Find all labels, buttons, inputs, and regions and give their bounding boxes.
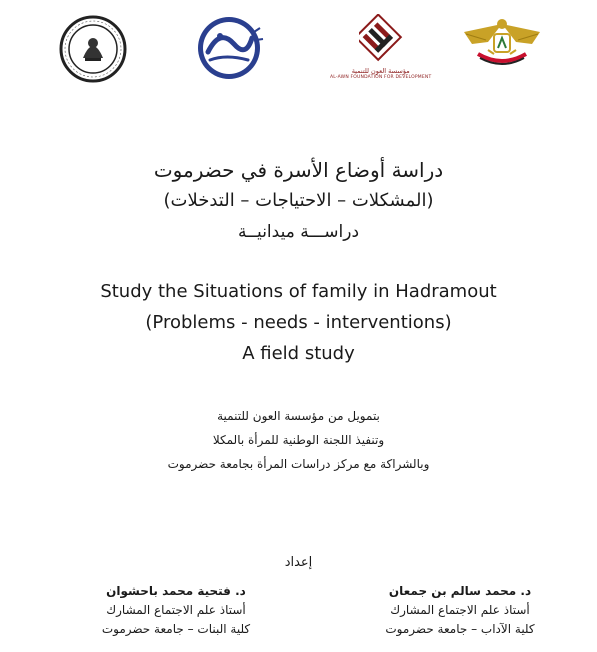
author-1-name: د. محمد سالم بن جمعان xyxy=(388,584,532,598)
al-awn-caption-en: AL-AWN FOUNDATION FOR DEVELOPMENT xyxy=(330,75,432,80)
arabic-subtitle: (المشكلات – الاحتياجات – التدخلات) xyxy=(163,190,434,211)
author-2 xyxy=(76,582,276,639)
yemen-emblem-logo xyxy=(458,14,546,84)
english-main-title: Study the Situations of family in Hadramout xyxy=(100,281,497,302)
funding-line-2: وتنفيذ اللجنة الوطنية للمرأة بالمكلا xyxy=(212,433,385,447)
prepared-by-label: إعداد xyxy=(284,555,313,570)
arabic-study-kind: دراســـة ميدانيــة xyxy=(237,222,360,242)
english-study-kind: A field study xyxy=(242,343,355,364)
eagle-emblem-icon xyxy=(458,14,546,70)
university-seal-icon xyxy=(58,14,128,84)
english-subtitle: (Problems - needs - interventions) xyxy=(145,312,452,333)
funding-line-1: بتمويل من مؤسسة العون للتنمية xyxy=(217,409,380,423)
al-awn-foundation-logo xyxy=(330,14,431,84)
author-2-title: أستاذ علم الاجتماع المشارك xyxy=(106,603,246,617)
author-1-title: أستاذ علم الاجتماع المشارك xyxy=(390,603,530,617)
author-2-name: د. فتحية محمد باحشوان xyxy=(106,584,246,598)
author-1-affiliation: كلية الآداب – جامعة حضرموت xyxy=(385,622,535,636)
author-2-affiliation: كلية البنات – جامعة حضرموت xyxy=(101,622,251,636)
hadramout-university-seal-logo xyxy=(58,14,128,84)
funding-line-3: وبالشراكة مع مركز دراسات المرأة بجامعة حضرموت xyxy=(167,457,430,471)
committee-emblem-icon xyxy=(190,14,268,82)
al-awn-mark-icon xyxy=(359,14,403,66)
author-1 xyxy=(360,582,560,639)
arabic-main-title: دراسة أوضاع الأسرة في حضرموت xyxy=(153,158,444,182)
al-awn-caption-ar: مؤسسة العون للتنمية xyxy=(351,67,410,75)
national-women-committee-logo xyxy=(190,14,268,84)
